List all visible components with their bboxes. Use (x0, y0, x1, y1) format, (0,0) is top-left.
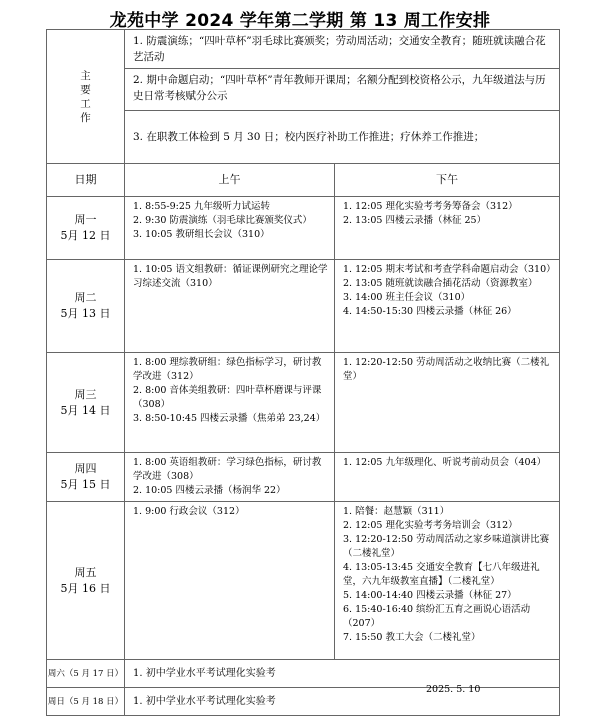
schedule-item: 1. 12:05 理化实验考考务筹备会（312） (343, 201, 518, 212)
day-date: 5月 15 日 (60, 478, 111, 491)
weekend-label: 周六（5 月 17 日） (47, 660, 125, 688)
schedule-item: 7. 15:50 教工大会（二楼礼堂） (343, 632, 481, 643)
pm-schedule (335, 353, 560, 453)
am-schedule (125, 353, 335, 453)
schedule-item: 2. 12:05 理化实验考考务培训会（312） (343, 520, 518, 531)
day-date: 5月 14 日 (60, 403, 111, 417)
schedule-item: 1. 9:00 行政会议（312） (133, 506, 245, 517)
main-work-label-char: 工 (80, 97, 91, 110)
footer-date: 2025. 5. 10 (426, 684, 481, 695)
schedule-item: 2. 13:05 四楼云录播（林征 25） (343, 215, 487, 226)
schedule-item: 3. 12:20-12:50 劳动周活动之家乡味道演讲比赛（二楼礼堂） (343, 534, 550, 559)
schedule-item: 6. 15:40-16:40 缤纷汇五育之画说心语活动（207） (343, 604, 531, 629)
main-work-item: 2. 期中命题启动；“四叶草杯”青年教师开课周；名额分配到校资格公示，九年级道法与历史日常考核赋分公示 (125, 69, 560, 111)
weekday: 周五 (74, 565, 97, 579)
day-date: 5月 16 日 (60, 581, 111, 595)
schedule-item: 4. 13:05-13:45 交通安全教育【七八年级进礼堂，六九年级教室直播】（二楼礼堂） (343, 562, 540, 587)
day-row-friday (47, 502, 560, 660)
weekday: 周四 (74, 462, 97, 475)
weekend-label: 周日（5 月 18 日） (47, 688, 125, 716)
weekend-item: 1. 初中学业水平考试理化实验考 (125, 688, 560, 716)
pm-schedule (335, 197, 560, 260)
weekday: 周一 (74, 213, 97, 226)
schedule-item: 1. 8:00 理综教研组：绿色指标学习，研讨教学改进（312） (133, 357, 322, 382)
weekend-row-saturday (47, 660, 560, 688)
schedule-item: 3. 8:50-10:45 四楼云录播（焦弟弟 23,24） (133, 413, 326, 424)
main-work-item: 3. 在职教工体检到 5 月 30 日；校内医疗补助工作推进；疗休养工作推进； (125, 111, 560, 164)
day-label (47, 353, 125, 453)
pm-schedule (335, 502, 560, 660)
pm-schedule (335, 453, 560, 502)
schedule-item: 2. 9:30 防震演练（羽毛球比赛颁奖仪式） (133, 215, 312, 226)
day-date: 5月 12 日 (60, 229, 111, 242)
am-column-header: 上午 (125, 164, 335, 197)
weekend-item: 1. 初中学业水平考试理化实验考 (125, 660, 560, 688)
schedule-item: 1. 12:20-12:50 劳动周活动之收纳比赛（二楼礼堂） (343, 357, 550, 382)
schedule-item: 5. 14:00-14:40 四楼云录播（林征 27） (343, 590, 517, 601)
day-label (47, 197, 125, 260)
am-schedule (125, 502, 335, 660)
schedule-item: 1. 陪餐：赵慧颖（311） (343, 506, 450, 517)
day-row-thursday (47, 453, 560, 502)
page-title: 龙苑中学 2024 学年第二学期 第 13 周工作安排 (109, 11, 491, 31)
pm-schedule (335, 260, 560, 353)
am-schedule (125, 260, 335, 353)
date-column-header: 日期 (47, 164, 125, 197)
am-schedule (125, 453, 335, 502)
main-work-label-char: 作 (80, 111, 91, 124)
schedule-item: 2. 8:00 音体美组教研：四叶草杯磨课与评课（308） (133, 385, 322, 410)
schedule-item: 4. 14:50-15:30 四楼云录播（林征 26） (343, 306, 517, 317)
weekday: 周三 (74, 387, 97, 401)
schedule-item: 2. 13:05 随班就读融合插花活动（资源教室） (343, 278, 538, 289)
schedule-item: 1. 12:05 期末考试和考查学科命题启动会（310） (343, 264, 556, 275)
main-work-label (47, 30, 125, 164)
schedule-item: 3. 10:05 教研组长会议（310） (133, 229, 270, 240)
schedule-item: 1. 10:05 语文组教研：循证课例研究之理论学习综述交流（310） (133, 264, 328, 289)
weekday: 周二 (74, 291, 97, 304)
day-date: 5月 13 日 (60, 307, 111, 320)
schedule-item: 1. 8:00 英语组教研：学习绿色指标，研讨教学改进（308） (133, 457, 322, 482)
day-row-monday (47, 197, 560, 260)
schedule-table (46, 29, 560, 716)
day-label (47, 502, 125, 660)
main-work-item: 1. 防震演练；“四叶草杯”羽毛球比赛颁奖；劳动周活动；交通安全教育；随班就读融合花艺活动 (125, 30, 560, 69)
day-row-tuesday (47, 260, 560, 353)
day-label (47, 260, 125, 353)
pm-column-header: 下午 (335, 164, 560, 197)
main-work-label-char: 主 (80, 69, 91, 82)
day-label (47, 453, 125, 502)
day-row-wednesday (47, 353, 560, 453)
schedule-item: 1. 8:55-9:25 九年级听力试运转 (133, 201, 270, 212)
schedule-item: 3. 14:00 班主任会议（310） (343, 292, 471, 303)
main-work-label-char: 要 (80, 83, 91, 96)
schedule-item: 2. 10:05 四楼云录播（杨润华 22） (133, 485, 286, 496)
am-schedule (125, 197, 335, 260)
schedule-item: 1. 12:05 九年级理化、听说考前动员会（404） (343, 457, 547, 468)
